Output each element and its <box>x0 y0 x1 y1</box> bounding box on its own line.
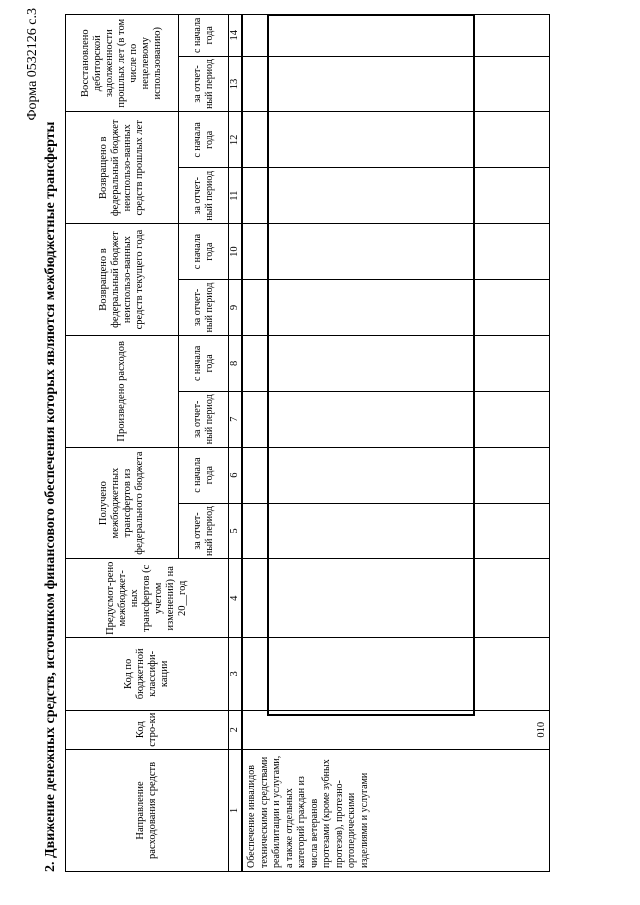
column-number: 6 <box>229 447 243 503</box>
column-number: 7 <box>229 391 243 447</box>
column-number: 1 <box>229 749 243 871</box>
spent-year-cell[interactable] <box>242 335 550 391</box>
column-number: 11 <box>229 168 243 224</box>
header-row-main <box>66 15 179 872</box>
received-period-cell[interactable] <box>242 503 550 559</box>
column-number: 13 <box>229 56 243 112</box>
column-number: 4 <box>229 559 243 638</box>
restored-period-header: за отчет-ный период <box>179 56 229 112</box>
col-line-code-header: Код стро-ки <box>66 710 229 749</box>
column-number: 5 <box>229 503 243 559</box>
restored-year-header: с начала года <box>179 15 229 57</box>
spent-period-header: за отчет-ный период <box>179 391 229 447</box>
returned-current-year-header: с начала года <box>179 224 229 280</box>
col-received-header: Получено межбюджетных трансфертов из федерального бюджета <box>66 447 179 559</box>
transfers-table <box>65 14 550 872</box>
spent-year-header: с начала года <box>179 335 229 391</box>
column-number: 12 <box>229 112 243 168</box>
row-code-cell: 010 <box>242 710 550 749</box>
returned-previous-period-cell[interactable] <box>242 168 550 224</box>
column-number: 10 <box>229 224 243 280</box>
col-planned-header: Предусмот-рено межбюджет-ных трансфертов (с учетом изменений) на 20__год <box>66 559 229 638</box>
restored-year-cell[interactable] <box>242 15 550 57</box>
col-restored-header: Восстановлено дебиторской задолженности прошлых лет (в том числе по нецелевому использованию) <box>66 15 179 112</box>
returned-current-period-cell[interactable] <box>242 280 550 336</box>
row-direction-cell: Обеспечение инвалидов техническими средствами реабилитации и услугами, а также отдельных категорий граждан из числа ветеранов протезами (кроме зубных протезов), протезно-ортопедическими изделиями и услугами <box>242 749 550 871</box>
budget-code-cell[interactable] <box>242 638 550 710</box>
col-returned-previous-header: Возвращено в федеральный бюджет неиспользо-ванных средств прошлых лет <box>66 112 179 224</box>
received-period-header: за отчет-ный период <box>179 503 229 559</box>
column-number: 14 <box>229 15 243 57</box>
col-direction-header: Направление расходования средств <box>66 749 229 871</box>
restored-period-cell[interactable] <box>242 56 550 112</box>
returned-current-year-cell[interactable] <box>242 224 550 280</box>
col-budget-code-header: Код по бюджетной классифи-кации <box>66 638 229 710</box>
spent-period-cell[interactable] <box>242 391 550 447</box>
col-returned-current-header: Возвращено в федеральный бюджет неиспользо-ванных средств текущего года <box>66 224 179 336</box>
received-year-cell[interactable] <box>242 447 550 503</box>
section-title: 2. Движение денежных средств, источником финансового обеспечения которых являются межбюджетные трансферты <box>43 121 58 872</box>
column-number: 2 <box>229 710 243 749</box>
column-number: 8 <box>229 335 243 391</box>
planned-cell[interactable] <box>242 559 550 638</box>
table-row <box>242 15 550 872</box>
returned-previous-year-header: с начала года <box>179 112 229 168</box>
column-number: 3 <box>229 638 243 710</box>
returned-previous-period-header: за отчет-ный период <box>179 168 229 224</box>
received-year-header: с начала года <box>179 447 229 503</box>
column-number-row <box>229 15 243 872</box>
form-code: Форма 0532126 с.3 <box>25 8 40 121</box>
column-number: 9 <box>229 280 243 336</box>
col-spent-header: Произведено расходов <box>66 335 179 447</box>
returned-previous-year-cell[interactable] <box>242 112 550 168</box>
returned-current-period-header: за отчет-ный период <box>179 280 229 336</box>
rotated-form-sheet <box>25 2 585 872</box>
